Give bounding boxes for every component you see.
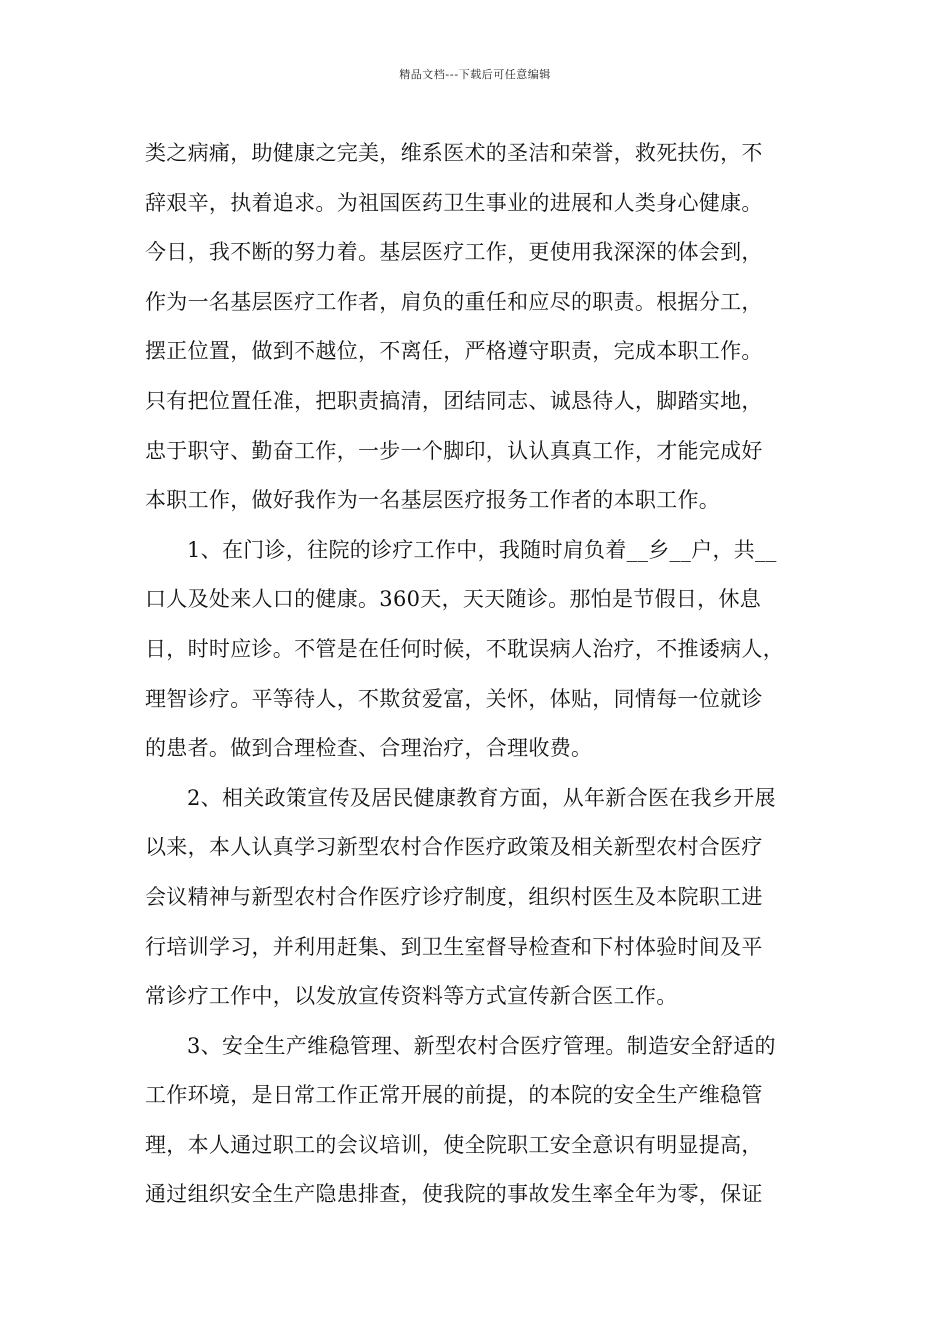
text-line: 行培训学习，并利用赶集、到卫生室督导检查和下村体验时间及平 [145, 934, 763, 959]
paragraph-2-start: 2、相关政策宣传及居民健康教育方面，从年新合医在我乡开展 [187, 785, 776, 810]
paragraph-1-start: 1、在门诊，往院的诊疗工作中，我随时肩负着__乡__户，共__ [187, 537, 777, 562]
text-line: 工作环境，是日常工作正常开展的前提，的本院的安全生产维稳管 [145, 1083, 763, 1108]
text-line: 以来，本人认真学习新型农村合作医疗政策及相关新型农村合医疗 [145, 835, 763, 860]
text-line: 作为一名基层医疗工作者，肩负的重任和应尽的职责。根据分工， [145, 289, 763, 314]
text-line: 辞艰辛，执着追求。为祖国医药卫生事业的进展和人类身心健康。 [145, 190, 763, 215]
text-line: 会议精神与新型农村合作医疗诊疗制度，组织村医生及本院职工进 [145, 884, 763, 909]
text-line: 只有把位置任准，把职责搞清，团结同志、诚恳待人，脚踏实地， [145, 388, 763, 413]
text-line: 理智诊疗。平等待人，不欺贫爱富，关怀，体贴，同情每一位就诊 [145, 686, 763, 711]
text-line: 口人及处来人口的健康。360天，天天随诊。那怕是节假日，休息 [145, 587, 762, 612]
text-line: 日，时时应诊。不管是在任何时候，不耽误病人治疗，不推诿病人， [145, 636, 784, 661]
text-line: 摆正位置，做到不越位，不离任，严格遵守职责，完成本职工作。 [145, 339, 763, 364]
text-line: 今日，我不断的努力着。基层医疗工作，更使用我深深的体会到， [145, 240, 763, 265]
paragraph-3-start: 3、安全生产维稳管理、新型农村合医疗管理。制造安全舒适的 [187, 1033, 776, 1058]
text-line: 忠于职守、勤奋工作，一步一个脚印，认认真真工作，才能完成好 [145, 438, 763, 463]
text-line: 常诊疗工作中，以发放宣传资料等方式宣传新合医工作。 [145, 984, 678, 1009]
text-line: 本职工作，做好我作为一名基层医疗报务工作者的本职工作。 [145, 488, 721, 513]
text-line: 通过组织安全生产隐患排查，使我院的事故发生率全年为零，保证 [145, 1182, 763, 1207]
text-line: 的患者。做到合理检查、合理治疗，合理收费。 [145, 736, 593, 761]
body-text [145, 129, 810, 1220]
page-header: 精品文档---下载后可任意编辑 [399, 68, 551, 81]
text-line: 类之病痛，助健康之完美，维系医术的圣洁和荣誉，救死扶伤，不 [145, 141, 763, 165]
text-line: 理，本人通过职工的会议培训，使全院职工安全意识有明显提高， [145, 1132, 763, 1157]
